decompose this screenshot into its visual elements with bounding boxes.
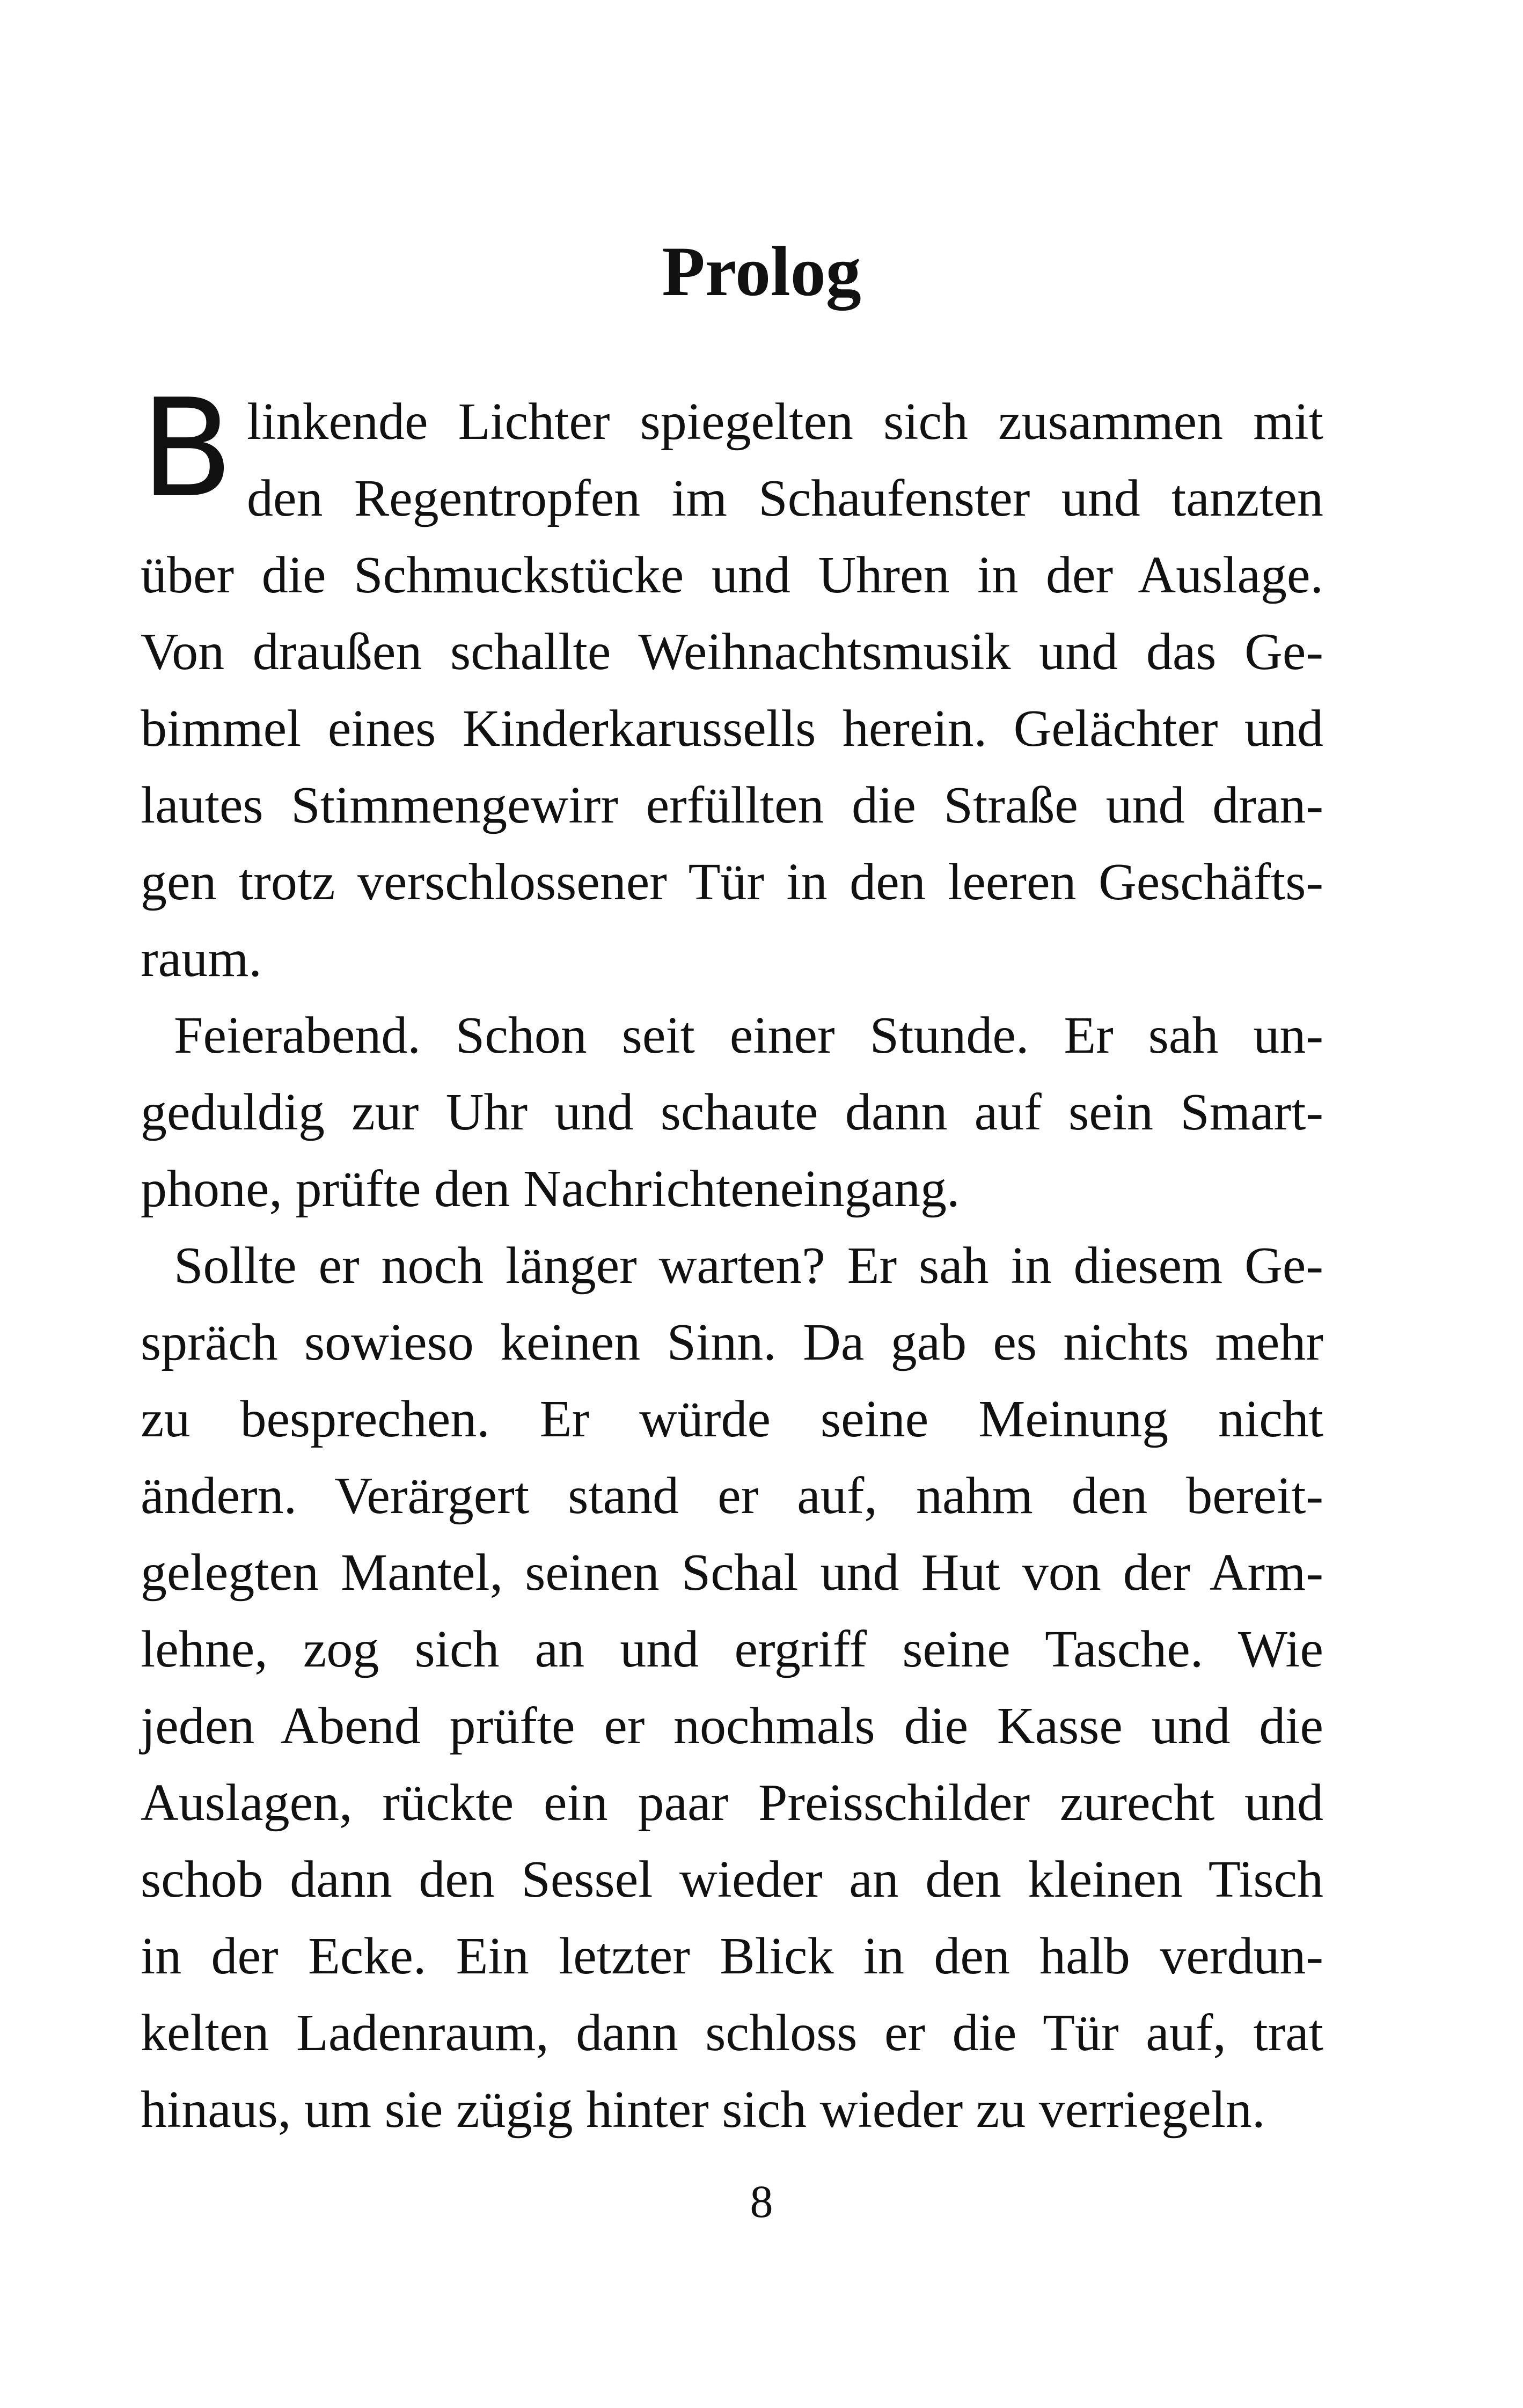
text-line: kelten Ladenraum, dann schloss er die Tür auf, trat xyxy=(141,2004,1323,2062)
text-line: lautes Stimmengewirr erfüllten die Straße und dran- xyxy=(141,776,1323,834)
text-line: geduldig zur Uhr und schaute dann auf sein Smart- xyxy=(141,1083,1323,1141)
text-line: schob dann den Sessel wieder an den kleinen Tisch xyxy=(141,1851,1323,1908)
text-line: zu besprechen. Er würde seine Meinung nicht xyxy=(141,1390,1323,1448)
paragraph-3 xyxy=(141,1228,1323,2148)
text-line: Auslagen, rückte ein paar Preisschilder zurecht und xyxy=(141,1774,1323,1832)
text-line: phone, prüfte den Nachrichteneingang. xyxy=(141,1160,960,1218)
text-line: bimmel eines Kinderkarussells herein. Gelächter und xyxy=(141,700,1323,758)
paragraph-1-continued xyxy=(141,537,1323,997)
text-line: raum. xyxy=(141,930,262,988)
text-line: Von draußen schallte Weihnachtsmusik und das Ge- xyxy=(141,623,1323,681)
paragraph-2 xyxy=(141,997,1323,1228)
text-line: den Regentropfen im Schaufenster und tanzten xyxy=(247,469,1323,527)
text-line: hinaus, um sie zügig hinter sich wieder zu verriegeln. xyxy=(141,2081,1265,2139)
text-line: Feierabend. Schon seit einer Stunde. Er sah un- xyxy=(174,1007,1323,1064)
text-line: gelegten Mantel, seinen Schal und Hut von der Arm- xyxy=(141,1544,1323,1602)
text-line: Sollte er noch länger warten? Er sah in diesem Ge- xyxy=(174,1237,1323,1295)
body-text xyxy=(141,370,1323,2148)
text-line: lehne, zog sich an und ergriff seine Tasche. Wie xyxy=(141,1620,1323,1678)
page-number: 8 xyxy=(750,2176,773,2227)
text-line: jeden Abend prüfte er nochmals die Kasse und die xyxy=(141,1697,1323,1755)
paragraph-1 xyxy=(141,370,1323,537)
text-line: über die Schmuckstücke und Uhren in der Auslage. xyxy=(141,546,1323,604)
chapter-title: Prolog xyxy=(662,232,861,311)
text-line: gen trotz verschlossener Tür in den leeren Geschäfts- xyxy=(141,853,1323,911)
drop-cap: B xyxy=(141,370,233,527)
text-line: in der Ecke. Ein letzter Blick in den halb verdun- xyxy=(141,1927,1323,1985)
text-line: spräch sowieso keinen Sinn. Da gab es nichts mehr xyxy=(141,1313,1323,1371)
text-line: linkende Lichter spiegelten sich zusammen mit xyxy=(247,393,1323,451)
text-line: ändern. Verärgert stand er auf, nahm den bereit- xyxy=(141,1467,1323,1525)
